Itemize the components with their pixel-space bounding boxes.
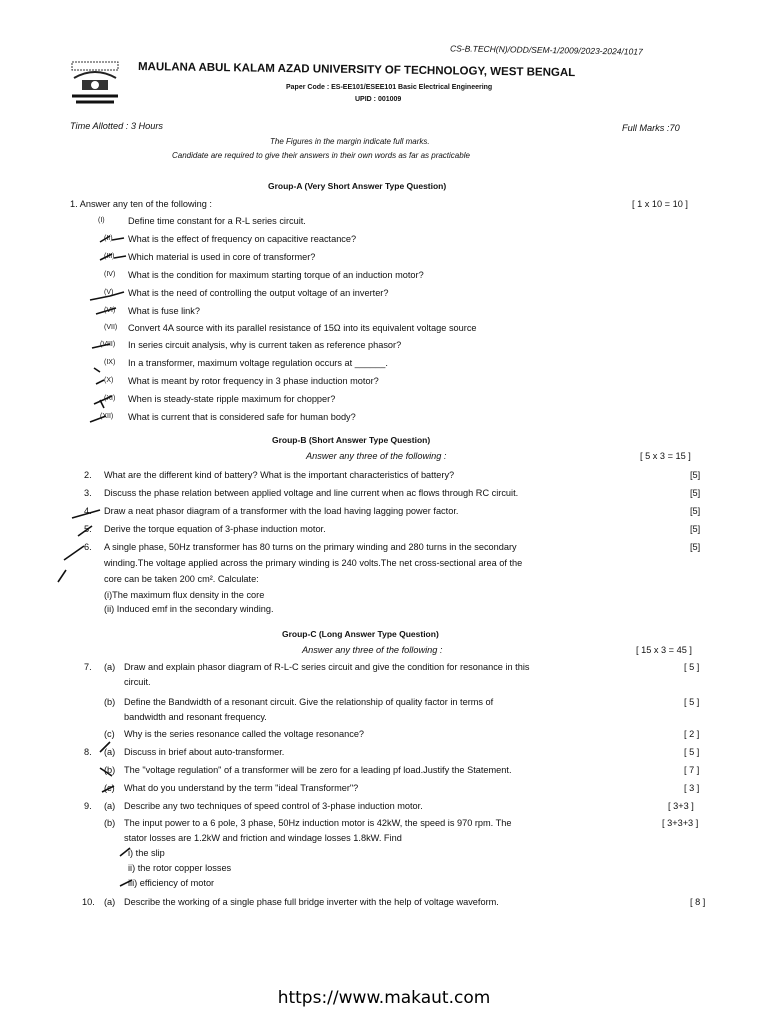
sub-item: ii) the rotor copper losses [128,863,232,873]
part-label: (b) [104,818,116,828]
item-number: (X) [104,377,114,384]
question-marks: [5] [690,506,701,516]
question-marks: [5] [690,524,701,534]
question-marks: [ 7 ] [684,765,700,775]
item-number: (IX) [104,359,116,366]
paper-code: Paper Code : ES-EE101/ESEE101 Basic Electrical Engineering [286,84,493,91]
item-number: (VIII) [100,341,116,348]
question-text: Describe the working of a single phase full bridge inverter with the help of voltage waveform. [124,897,499,907]
part-label: (a) [104,662,116,672]
list-item: What is fuse link? [128,306,200,316]
group-b-title: Group-B (Short Answer Type Question) [272,435,431,445]
question-text-cont: bandwidth and resonant frequency. [124,712,267,722]
question-number: 3. [84,488,92,498]
q1-marks: [ 1 x 10 = 10 ] [632,199,688,209]
question-marks: [ 8 ] [690,897,706,907]
item-number: (XI) [104,395,116,402]
question-marks: [ 3+3 ] [668,801,694,811]
q1-intro: 1. Answer any ten of the following : [70,199,212,209]
list-item: What is the effect of frequency on capacitive reactance? [128,234,357,244]
list-item: Convert 4A source with its parallel resistance of 15Ω into its equivalent voltage source [128,323,477,333]
question-text-cont: stator losses are 1.2kW and friction and windage losses 1.8kW. Find [124,833,402,843]
q6-part-i: (i)The maximum flux density in the core [104,590,265,600]
list-item: In a transformer, maximum voltage regulation occurs at ______. [128,358,388,368]
question-marks: [ 5 ] [684,697,700,707]
list-item: In series circuit analysis, why is current taken as reference phasor? [128,340,402,350]
question-marks: [5] [690,488,701,498]
paper-code-line: CS-B.TECH(N)/ODD/SEM-1/2009/2023-2024/1017 [449,43,643,57]
question-text: Draw a neat phasor diagram of a transformer with the load having lagging power factor. [104,506,459,516]
question-text: Derive the torque equation of 3-phase induction motor. [104,524,326,534]
list-item: What is the condition for maximum starting torque of an induction motor? [128,270,424,280]
question-marks: [ 3 ] [684,783,700,793]
university-logo [68,58,122,110]
part-label: (c) [104,729,115,739]
question-marks: [ 3+3+3 ] [662,818,699,828]
group-a-title: Group-A (Very Short Answer Type Question) [268,181,447,191]
question-text: What do you understand by the term "ideal Transformer"? [124,783,359,793]
list-item: What is the need of controlling the output voltage of an inverter? [128,288,389,298]
part-label: (c) [104,783,115,793]
item-number: (II) [104,235,113,242]
part-label: (a) [104,801,116,811]
question-number: 6. [84,542,92,552]
item-number: (III) [104,253,115,260]
question-text: Discuss in brief about auto-transformer. [124,747,285,757]
item-number: (V) [104,289,114,296]
part-label: (a) [104,897,116,907]
part-label: (b) [104,765,116,775]
question-number: 7. [84,662,92,672]
university-title: MAULANA ABUL KALAM AZAD UNIVERSITY OF TECHNOLOGY, WEST BENGAL [137,60,576,80]
q6-continuation-1: winding.The voltage applied across the primary winding is 240 volts.The net cross-sectional area of the [104,558,523,568]
part-label: (a) [104,747,116,757]
list-item: When is steady-state ripple maximum for chopper? [128,394,336,404]
question-marks: [5] [690,542,701,552]
instruction-own-words: Candidate are required to give their answers in their own words as far as practicable [172,151,470,160]
question-text: Describe any two techniques of speed control of 3-phase induction motor. [124,801,423,811]
group-b-marks: [ 5 x 3 = 15 ] [640,451,691,461]
sub-item: i) the slip [128,848,165,858]
question-marks: [5] [690,470,701,480]
list-item: Which material is used in core of transformer? [128,252,316,262]
question-marks: [ 5 ] [684,662,700,672]
question-text-cont: circuit. [124,677,151,687]
part-label: (b) [104,697,116,707]
q6-continuation-2: core can be taken 200 cm². Calculate: [104,574,259,584]
question-text: The "voltage regulation" of a transformer will be zero for a leading pf load.Justify the Statement. [124,765,512,775]
item-number: (IV) [104,271,116,278]
item-number: (XII) [100,413,114,420]
instruction-figures: The Figures in the margin indicate full marks. [270,137,430,146]
group-c-title: Group-C (Long Answer Type Question) [282,629,439,639]
list-item: What is current that is considered safe for human body? [128,412,356,422]
question-marks: [ 5 ] [684,747,700,757]
question-number: 4. [84,506,92,516]
source-url: https://www.makaut.com [277,988,491,1008]
group-c-marks: [ 15 x 3 = 45 ] [636,645,692,655]
question-number: 8. [84,747,92,757]
item-number: (VII) [104,324,118,331]
sub-item: iii) efficiency of motor [128,878,215,888]
question-text: What are the different kind of battery? What is the important characteristics of battery? [104,470,455,480]
group-c-intro: Answer any three of the following : [302,645,443,655]
time-allotted: Time Allotted : 3 Hours [70,121,164,131]
item-number: (VI) [104,307,116,314]
question-number: 10. [82,897,95,907]
question-text: The input power to a 6 pole, 3 phase, 50Hz induction motor is 42kW, the speed is 970 rpm. The [124,818,512,828]
question-text: Discuss the phase relation between applied voltage and line current when ac flows through RC circuit. [104,488,519,498]
item-number: (I) [98,217,105,224]
q6-part-ii: (ii) Induced emf in the secondary winding. [104,604,274,614]
question-text: A single phase, 50Hz transformer has 80 turns on the primary winding and 280 turns in the secondary [104,542,517,552]
question-number: 5. [84,524,92,534]
list-item: Define time constant for a R-L series circuit. [128,216,306,226]
question-text: Define the Bandwidth of a resonant circuit. Give the relationship of quality factor in terms of [124,697,494,707]
question-number: 9. [84,801,92,811]
question-text: Why is the series resonance called the voltage resonance? [124,729,365,739]
question-text: Draw and explain phasor diagram of R-L-C series circuit and give the condition for resonance in this [124,662,530,672]
group-b-intro: Answer any three of the following : [306,451,447,461]
question-number: 2. [84,470,92,480]
upid: UPID : 001009 [355,96,402,103]
question-marks: [ 2 ] [684,729,700,739]
list-item: What is meant by rotor frequency in 3 phase induction motor? [128,376,379,386]
full-marks: Full Marks :70 [622,123,680,133]
